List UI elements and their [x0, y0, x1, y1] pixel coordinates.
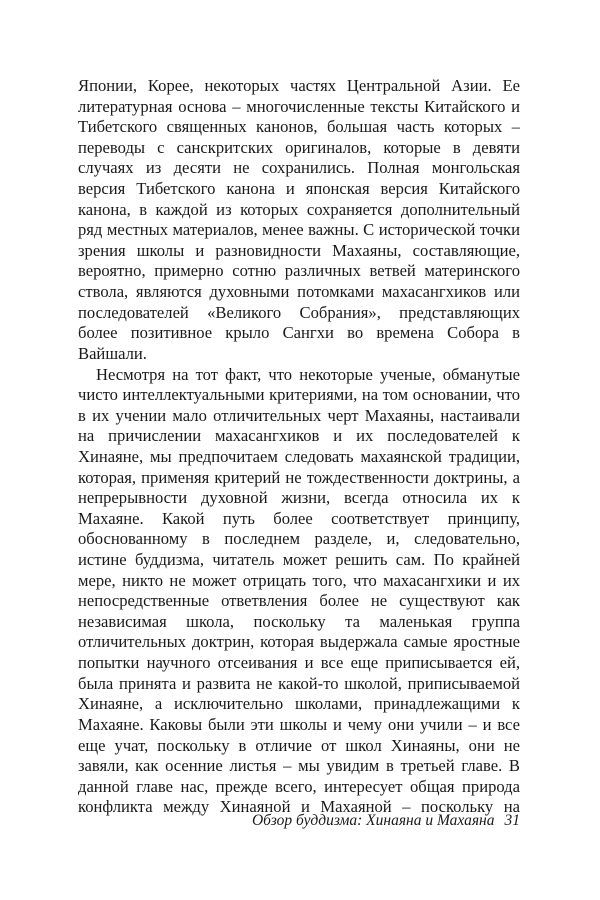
text-line: Хинаяне, а исключительно школами, принадлежащими к — [78, 694, 520, 714]
text-line: Тибетского священных канонов, большая часть которых – — [78, 117, 520, 137]
text-line: еще учат, поскольку в отличие от школ Хинаяны, они не — [78, 735, 520, 755]
text-line: данной главе нас, прежде всего, интересует общая природа — [78, 776, 520, 796]
text-line: была принята и развита не какой-то школой, приписываемой — [78, 673, 520, 693]
text-line: ствола, являются духовными потомками махасангхиков или — [78, 282, 520, 302]
paragraph-1 — [78, 76, 520, 365]
paragraph-2 — [78, 365, 520, 818]
text-line: которая, применяя критерий не тождественности доктрины, а — [78, 467, 520, 487]
text-line: независимая школа, поскольку та маленькая группа — [78, 611, 520, 631]
text-line: в их учении мало отличительных черт Махаяны, настаивали — [78, 405, 520, 425]
text-line: канона, в каждой из которых сохраняется дополнительный — [78, 199, 520, 219]
text-line: Японии, Корее, некоторых частях Центральной Азии. Ее — [78, 76, 520, 95]
text-line: на причислении махасангхиков и их последователей к — [78, 426, 520, 446]
text-line: истине буддизма, читатель может решить сам. По крайней — [78, 550, 520, 570]
text-line: попытки научного отсеивания и все еще приписывается ей, — [78, 653, 520, 673]
page-number: 31 — [504, 812, 520, 829]
text-line: Вайшали. — [78, 343, 147, 363]
running-title: Обзор буддизма: Хинаяна и Махаяна — [251, 812, 495, 829]
text-line: случаях из десяти не сохранились. Полная монгольская — [78, 158, 520, 178]
text-line: ряд местных материалов, менее важны. С исторической точки — [78, 220, 520, 240]
text-line: вероятно, примерно сотню различных ветвей материнского — [78, 261, 520, 281]
page-footer — [78, 812, 520, 830]
text-line: завяли, как осенние листья – мы увидим в третьей главе. В — [78, 756, 520, 776]
text-line: Несмотря на тот факт, что некоторые ученые, обманутые — [96, 364, 520, 384]
text-line: мере, никто не может отрицать того, что махасангхики и их — [78, 570, 520, 590]
text-line: Махаяне. Какой путь более соответствует принципу, — [78, 508, 520, 528]
text-line: чисто интеллектуальными критериями, на том основании, что — [78, 385, 520, 405]
text-line: последователей «Великого Собрания», представляющих — [78, 302, 520, 322]
text-line: Махаяне. Каковы были эти школы и чему они учили – и все — [78, 714, 520, 734]
text-line: Хинаяне, мы предпочитаем следовать махаянской традиции, — [78, 446, 520, 466]
text-line: версия Тибетского канона и японская версия Китайского — [78, 179, 520, 199]
text-line: более позитивное крыло Сангхи во времена Собора в — [78, 323, 520, 343]
text-line: непрерывности духовной жизни, всегда относила их к — [78, 488, 520, 508]
page-body — [78, 76, 520, 818]
text-line: переводы с санскритских оригиналов, которые в девяти — [78, 137, 520, 157]
text-line: непосредственные ответвления более не существуют как — [78, 591, 520, 611]
text-line: обоснованному в последнем разделе, и, следовательно, — [78, 529, 520, 549]
text-line: конфликта между Хинаяной и Махаяной – поскольку на — [78, 797, 520, 817]
text-line: зрения школы и разновидности Махаяны, составляющие, — [78, 240, 520, 260]
text-line: отличительных доктрин, которая выдержала самые яростные — [78, 632, 520, 652]
text-line: литературная основа – многочисленные тексты Китайского и — [78, 96, 520, 116]
